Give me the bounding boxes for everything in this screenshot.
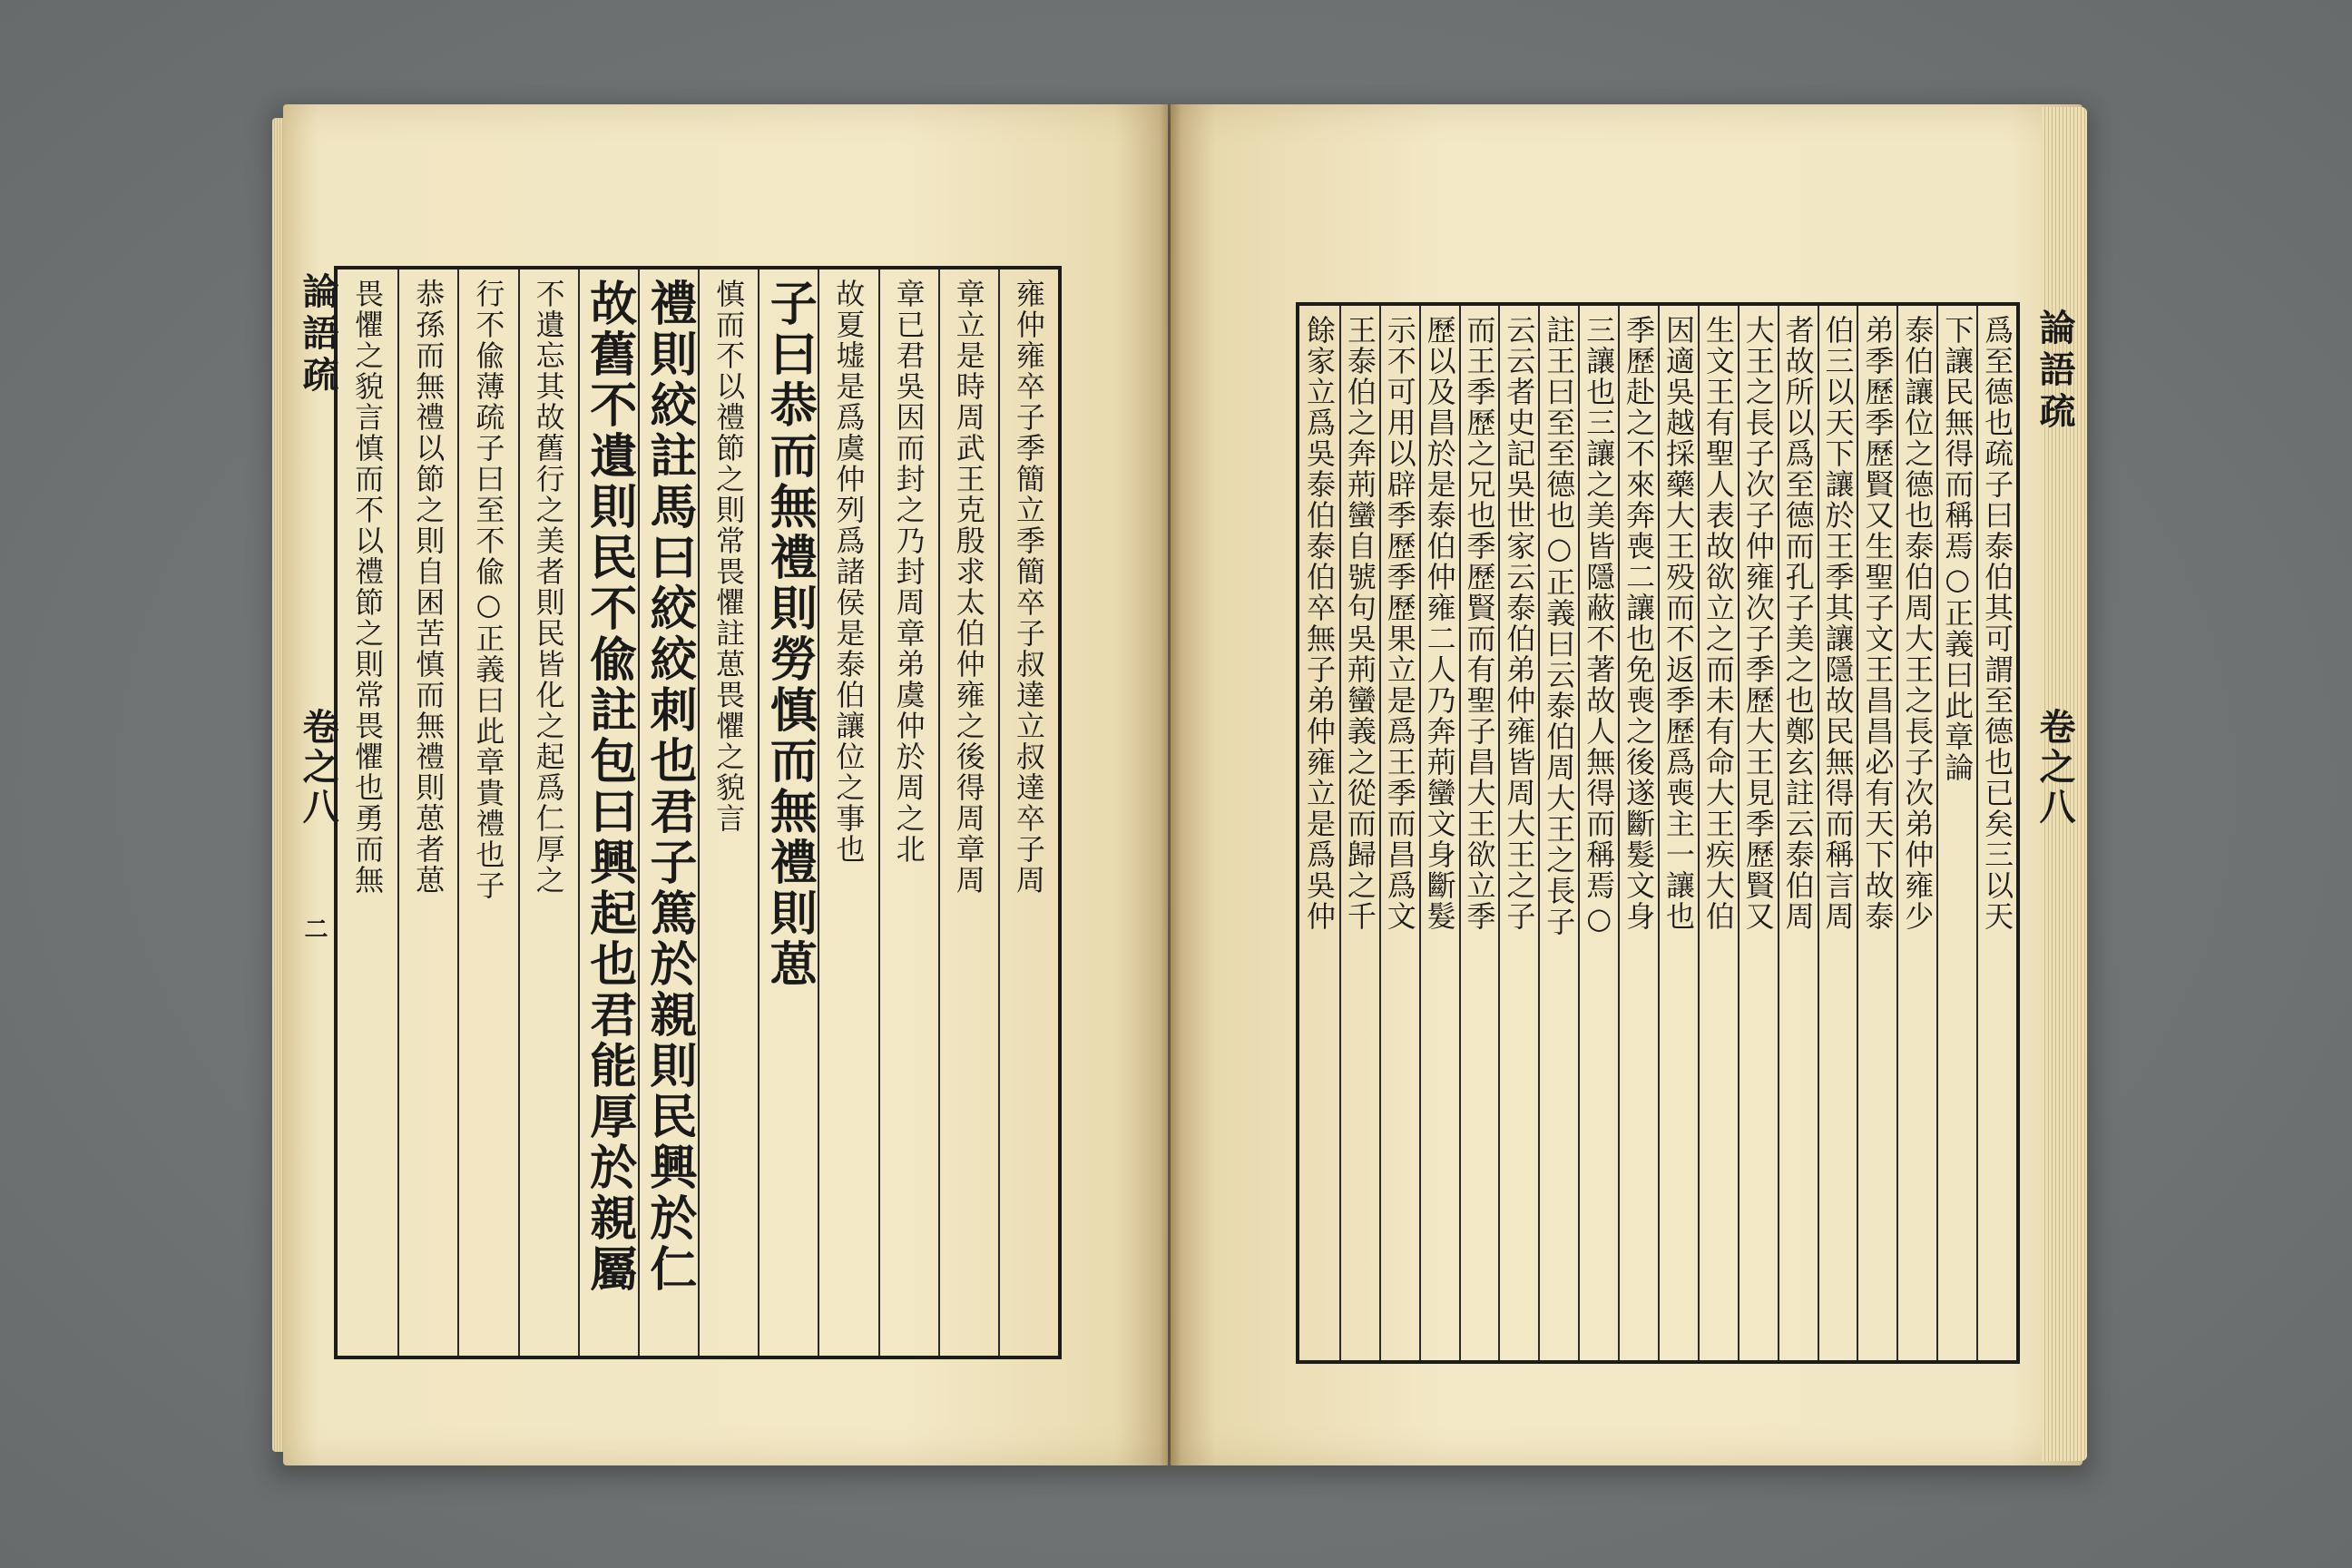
text-column — [1379, 306, 1419, 1360]
column-text: 子曰恭而無禮則勞慎而無禮則葸 — [761, 279, 818, 990]
text-column — [698, 270, 758, 1356]
column-text: 者故所以爲至德而孔子美之也鄭玄註云泰伯周 — [1780, 315, 1816, 932]
right-text-frame — [1296, 302, 2020, 1364]
left-margin-title: 論語疏 — [297, 272, 339, 397]
column-text: 爲至德也疏子曰泰伯其可謂至德也已矣三以天 — [1980, 315, 2015, 932]
text-column — [998, 270, 1058, 1356]
column-text: 下讓民無得而稱焉○正義曰此章論 — [1940, 315, 1975, 783]
column-text: 不遺忘其故舊行之美者則民皆化之起爲仁厚之 — [531, 279, 566, 896]
right-margin-title: 論語疏 — [2034, 309, 2076, 434]
column-text: 季歷赴之不來奔喪二讓也免喪之後遂斷髮文身 — [1622, 315, 1657, 932]
text-column — [1698, 306, 1738, 1360]
column-text: 生文王有聖人表故欲立之而未有命大王疾大伯 — [1700, 315, 1736, 932]
column-text: 註王曰至至德也○正義曰云泰伯周大王之長子 — [1542, 315, 1577, 937]
column-text: 云云者史記吳世家云泰伯弟仲雍皆周大王之子 — [1502, 315, 1537, 932]
column-text: 伯三以天下讓於王季其讓隱故民無得而稱言周 — [1820, 315, 1856, 932]
text-column — [938, 270, 998, 1356]
text-column — [1498, 306, 1538, 1360]
column-text: 畏懼之貌言慎而不以禮節之則常畏懼也勇而無 — [350, 279, 386, 896]
text-column — [1578, 306, 1618, 1360]
column-text: 示不可用以辟季歷季歷果立是爲王季而昌爲文 — [1382, 315, 1417, 932]
text-column — [1778, 306, 1818, 1360]
text-column — [1857, 306, 1896, 1360]
text-column — [338, 270, 397, 1356]
column-text: 雍仲雍卒子季簡立季簡卒子叔達立叔達卒子周 — [1011, 279, 1046, 896]
left-margin-number: 二 — [300, 916, 328, 940]
book-gutter — [1160, 104, 1181, 1465]
column-text: 章立是時周武王克殷求太伯仲雍之後得周章周 — [951, 279, 986, 896]
column-text: 故舊不遺則民不偸註包曰興起也君能厚於親屬 — [581, 279, 637, 1295]
column-text: 禮則絞註馬曰絞絞刺也君子篤於親則民興於仁 — [641, 279, 697, 1295]
text-column — [638, 270, 698, 1356]
text-column — [1538, 306, 1578, 1360]
text-column — [818, 270, 877, 1356]
column-text: 泰伯讓位之德也泰伯周大王之長子次弟仲雍少 — [1900, 315, 1936, 932]
column-text: 歷以及昌於是泰伯仲雍二人乃奔荊蠻文身斷髮 — [1422, 315, 1457, 932]
text-column — [758, 270, 818, 1356]
text-column — [457, 270, 517, 1356]
column-text: 章已君吳因而封之乃封周章弟虞仲於周之北 — [891, 279, 926, 865]
text-column — [1618, 306, 1658, 1360]
text-column — [1299, 306, 1339, 1360]
text-column — [1459, 306, 1499, 1360]
text-column — [1339, 306, 1379, 1360]
text-column — [397, 270, 457, 1356]
text-column — [1896, 306, 1936, 1360]
left-margin-volume: 卷之八 — [297, 708, 339, 828]
column-text: 餘家立爲吳泰伯泰伯卒無子弟仲雍立是爲吳仲 — [1301, 315, 1337, 932]
text-column — [1419, 306, 1459, 1360]
text-column — [1976, 306, 2016, 1360]
column-text: 大王之長子次子仲雍次子季歷大王見季歷賢又 — [1740, 315, 1776, 932]
text-column — [878, 270, 938, 1356]
column-text: 慎而不以禮節之則常畏懼註葸畏懼之貌言 — [711, 279, 747, 834]
text-column — [1658, 306, 1698, 1360]
text-column — [578, 270, 638, 1356]
right-margin-volume: 卷之八 — [2034, 708, 2076, 828]
column-text: 因適吳越採藥大王殁而不返季歷爲喪主一讓也 — [1661, 315, 1696, 932]
column-text: 行不偸薄疏子曰至不偸○正義曰此章貴禮也子 — [471, 279, 506, 901]
text-column — [1818, 306, 1857, 1360]
text-column — [1936, 306, 1976, 1360]
column-text: 恭孫而無禮以節之則自困苦慎而無禮則葸者葸 — [411, 279, 446, 896]
column-text: 三讓也三讓之美皆隱蔽不著故人無得而稱焉○ — [1582, 315, 1617, 937]
left-text-frame — [334, 266, 1062, 1359]
column-text: 王泰伯之奔荊蠻自號句吳荊蠻義之從而歸之千 — [1342, 315, 1377, 932]
column-text: 故夏墟是爲虞仲列爲諸侯是泰伯讓位之事也 — [831, 279, 867, 865]
text-column — [1738, 306, 1778, 1360]
column-text: 而王季歷之兄也季歷賢而有聖子昌大王欲立季 — [1462, 315, 1497, 932]
column-text: 弟季歷季歷賢又生聖子文王昌昌必有天下故泰 — [1860, 315, 1896, 932]
text-column — [518, 270, 578, 1356]
